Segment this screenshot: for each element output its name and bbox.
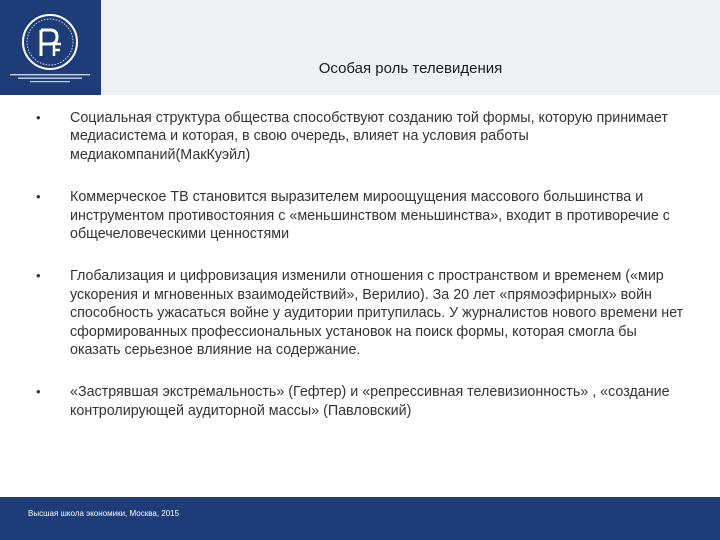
footer-text: Высшая школа экономики, Москва, 2015 <box>28 509 180 518</box>
university-logo <box>14 10 86 82</box>
slide-title: Особая роль телевидения <box>318 60 503 77</box>
bullet-text: Коммерческое ТВ становится выразителем мироощущения массового большинства и инструментом противостояния с «меньшинством меньшинства», входит в противоречие с общечеловеческими ценностями <box>70 189 670 243</box>
bullet-dot: • <box>36 110 41 125</box>
bullet-list <box>36 109 686 420</box>
bullet-dot: • <box>36 384 41 400</box>
bullet-item <box>36 188 686 243</box>
logo-panel <box>0 0 100 95</box>
bullet-text: Социальная структура общества способствуют созданию той формы, которую принимает медиасистема и которая, в свою очередь, влияет на условия работы медиакомпаний(МакКуэйл) <box>70 110 668 163</box>
logo-caption-lines <box>4 73 96 83</box>
bullet-dot: • <box>36 189 41 205</box>
bullet-item <box>36 267 686 359</box>
footer-bar <box>0 497 720 540</box>
bullet-text: Глобализация и цифровизация изменили отношения с пространством и временем («мир ускорения и мгновенных взаимодействий», Верилио). За 20 лет «прямоэфирных» войн способность ужасаться войне у аудитории притупилась. У журналистов нового времени нет сформированных профессиональных установок на поиск формы, которая смогла бы оказать серьезное влияние на содержание. <box>70 268 684 359</box>
bullet-dot: • <box>36 268 41 284</box>
title-band <box>101 0 720 95</box>
bullet-item <box>36 383 686 420</box>
bullet-item <box>36 109 686 164</box>
bullet-text: «Застрявшая экстремальность» (Гефтер) и «репрессивная телевизионность» , «создание контролирующей аудиторной массы» (Павловский) <box>70 384 670 419</box>
